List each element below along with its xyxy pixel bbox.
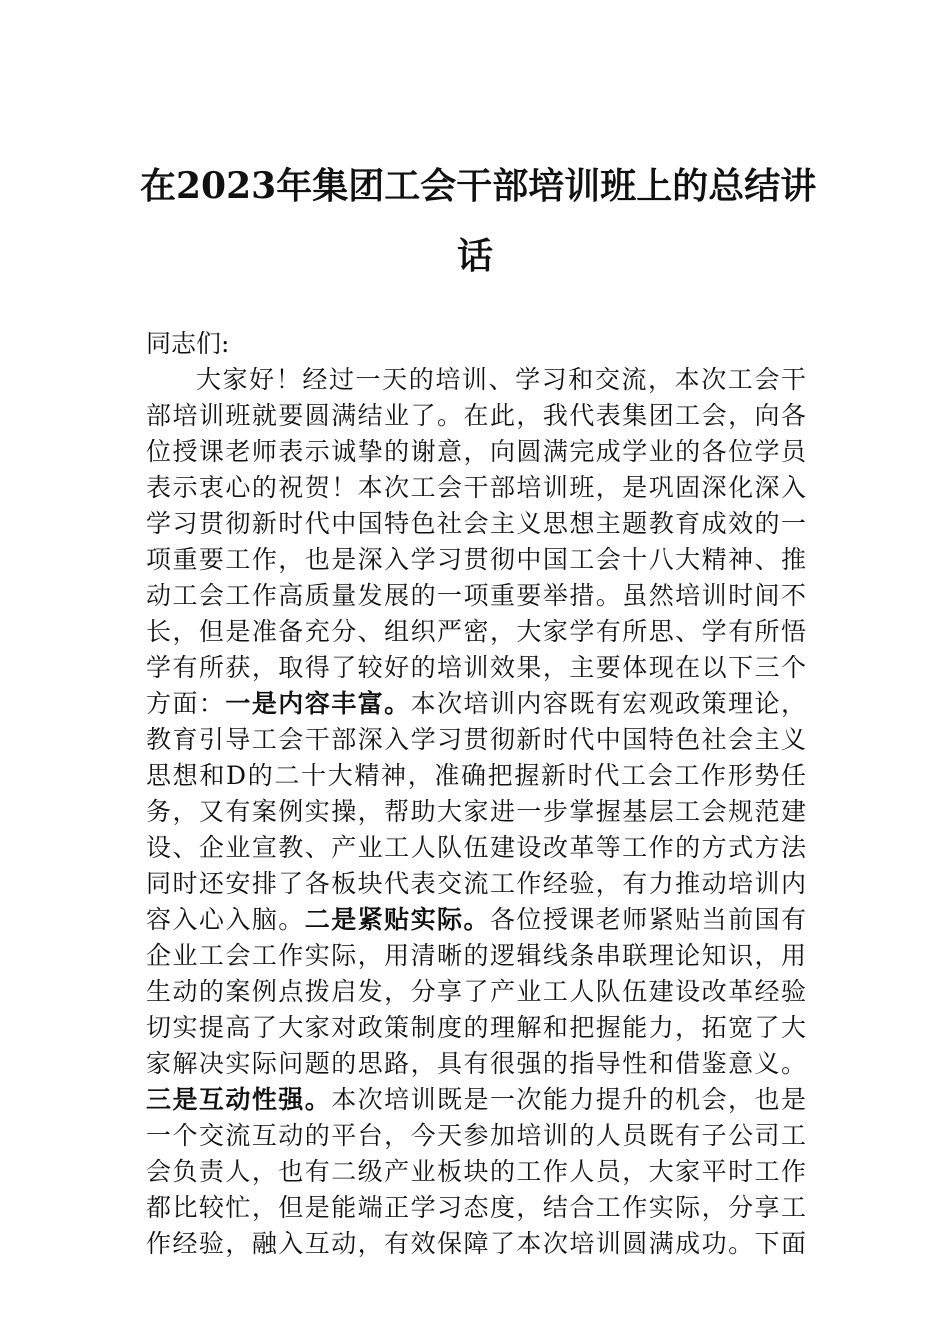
body-text-segment: 本次培训既是一次能力提升的机会，也是 bbox=[331, 1085, 806, 1114]
body-line bbox=[146, 866, 806, 902]
body-text-segment: 大家好！经过一天的培训、学习和交流，本次工会干 bbox=[196, 365, 806, 394]
bold-heading-text: 三是互动性强。 bbox=[146, 1085, 332, 1114]
document-title-line-2: 话 bbox=[456, 235, 493, 277]
body-text-segment: 部培训班就要圆满结业了。在此，我代表集团工会，向各 bbox=[146, 401, 806, 430]
body-text-segment: 家解决实际问题的思路，具有很强的指导性和借鉴意义。 bbox=[146, 1049, 806, 1078]
body-text-segment: 各位授课老师紧贴当前国有 bbox=[489, 905, 806, 934]
body-text-segment: 务，又有案例实操，帮助大家进一步掌握基层工会规范建 bbox=[146, 797, 806, 826]
body-text-segment: 学有所获，取得了较好的培训效果，主要体现在以下三个 bbox=[146, 653, 806, 682]
body-text-segment: 同时还安排了各板块代表交流工作经验，有力推动培训内 bbox=[146, 869, 806, 898]
body-line bbox=[146, 938, 806, 974]
body-text-segment: 切实提高了大家对政策制度的理解和把握能力，拓宽了大 bbox=[146, 1013, 806, 1042]
body-line bbox=[146, 1118, 806, 1154]
body-line bbox=[146, 1190, 806, 1226]
body-line bbox=[146, 650, 806, 686]
body-line bbox=[146, 758, 806, 794]
body-line bbox=[146, 686, 806, 722]
body-line bbox=[146, 470, 806, 506]
body-text-segment: 思想和D的二十大精神，准确把握新时代工会工作形势任 bbox=[146, 761, 806, 790]
body-text-segment: 长，但是准备充分、组织严密，大家学有所思、学有所悟 bbox=[146, 617, 806, 646]
bold-heading-text: 一是内容丰富。 bbox=[225, 689, 411, 718]
body-line bbox=[146, 974, 806, 1010]
body-text-segment: 本次培训内容既有宏观政策理论， bbox=[410, 689, 806, 718]
body-text-segment: 表示衷心的祝贺！本次工会干部培训班，是巩固深化深入 bbox=[146, 473, 806, 502]
body-line bbox=[146, 1082, 806, 1118]
body-text-segment: 都比较忙，但是能端正学习态度，结合工作实际，分享工 bbox=[146, 1193, 806, 1222]
body-line bbox=[146, 1010, 806, 1046]
body-line bbox=[146, 794, 806, 830]
body-text-segment: 一个交流互动的平台，今天参加培训的人员既有子公司工 bbox=[146, 1121, 806, 1150]
body-text-segment: 容入心入脑。 bbox=[146, 905, 305, 934]
body-line bbox=[146, 830, 806, 866]
body-text-segment: 教育引导工会干部深入学习贯彻新时代中国特色社会主义 bbox=[146, 725, 806, 754]
body-text-segment: 设、企业宣教、产业工人队伍建设改革等工作的方式方法 bbox=[146, 833, 806, 862]
body-line bbox=[146, 1046, 806, 1082]
body-text-segment: 企业工会工作实际，用清晰的逻辑线条串联理论知识，用 bbox=[146, 941, 806, 970]
body-line bbox=[146, 614, 806, 650]
body-line bbox=[146, 542, 806, 578]
body-line bbox=[146, 722, 806, 758]
body-text-segment: 项重要工作，也是深入学习贯彻中国工会十八大精神、推 bbox=[146, 545, 806, 574]
body-text-segment: 作经验，融入互动，有效保障了本次培训圆满成功。下面 bbox=[146, 1229, 806, 1258]
body-text-segment: 学习贯彻新时代中国特色社会主义思想主题教育成效的一 bbox=[146, 509, 806, 538]
body-text-segment: 会负责人，也有二级产业板块的工作人员，大家平时工作 bbox=[146, 1157, 806, 1186]
body-line bbox=[146, 1154, 806, 1190]
body-text-segment: 动工会工作高质量发展的一项重要举措。虽然培训时间不 bbox=[146, 581, 806, 610]
body-text-segment: 位授课老师表示诚挚的谢意，向圆满完成学业的各位学员 bbox=[146, 437, 806, 466]
body-line bbox=[146, 398, 806, 434]
body-line bbox=[146, 902, 806, 938]
body-line bbox=[146, 434, 806, 470]
body-line bbox=[146, 506, 806, 542]
body-line bbox=[146, 1226, 806, 1262]
body-line bbox=[146, 578, 806, 614]
body-line bbox=[196, 362, 806, 398]
bold-heading-text: 二是紧贴实际。 bbox=[304, 905, 490, 934]
document-title-line-1: 在2023年集团工会干部培训班上的总结讲 bbox=[140, 165, 817, 207]
body-text-segment: 方面： bbox=[146, 689, 226, 718]
salutation: 同志们: bbox=[146, 329, 230, 358]
body-text-segment: 生动的案例点拨启发，分享了产业工人队伍建设改革经验 bbox=[146, 977, 806, 1006]
